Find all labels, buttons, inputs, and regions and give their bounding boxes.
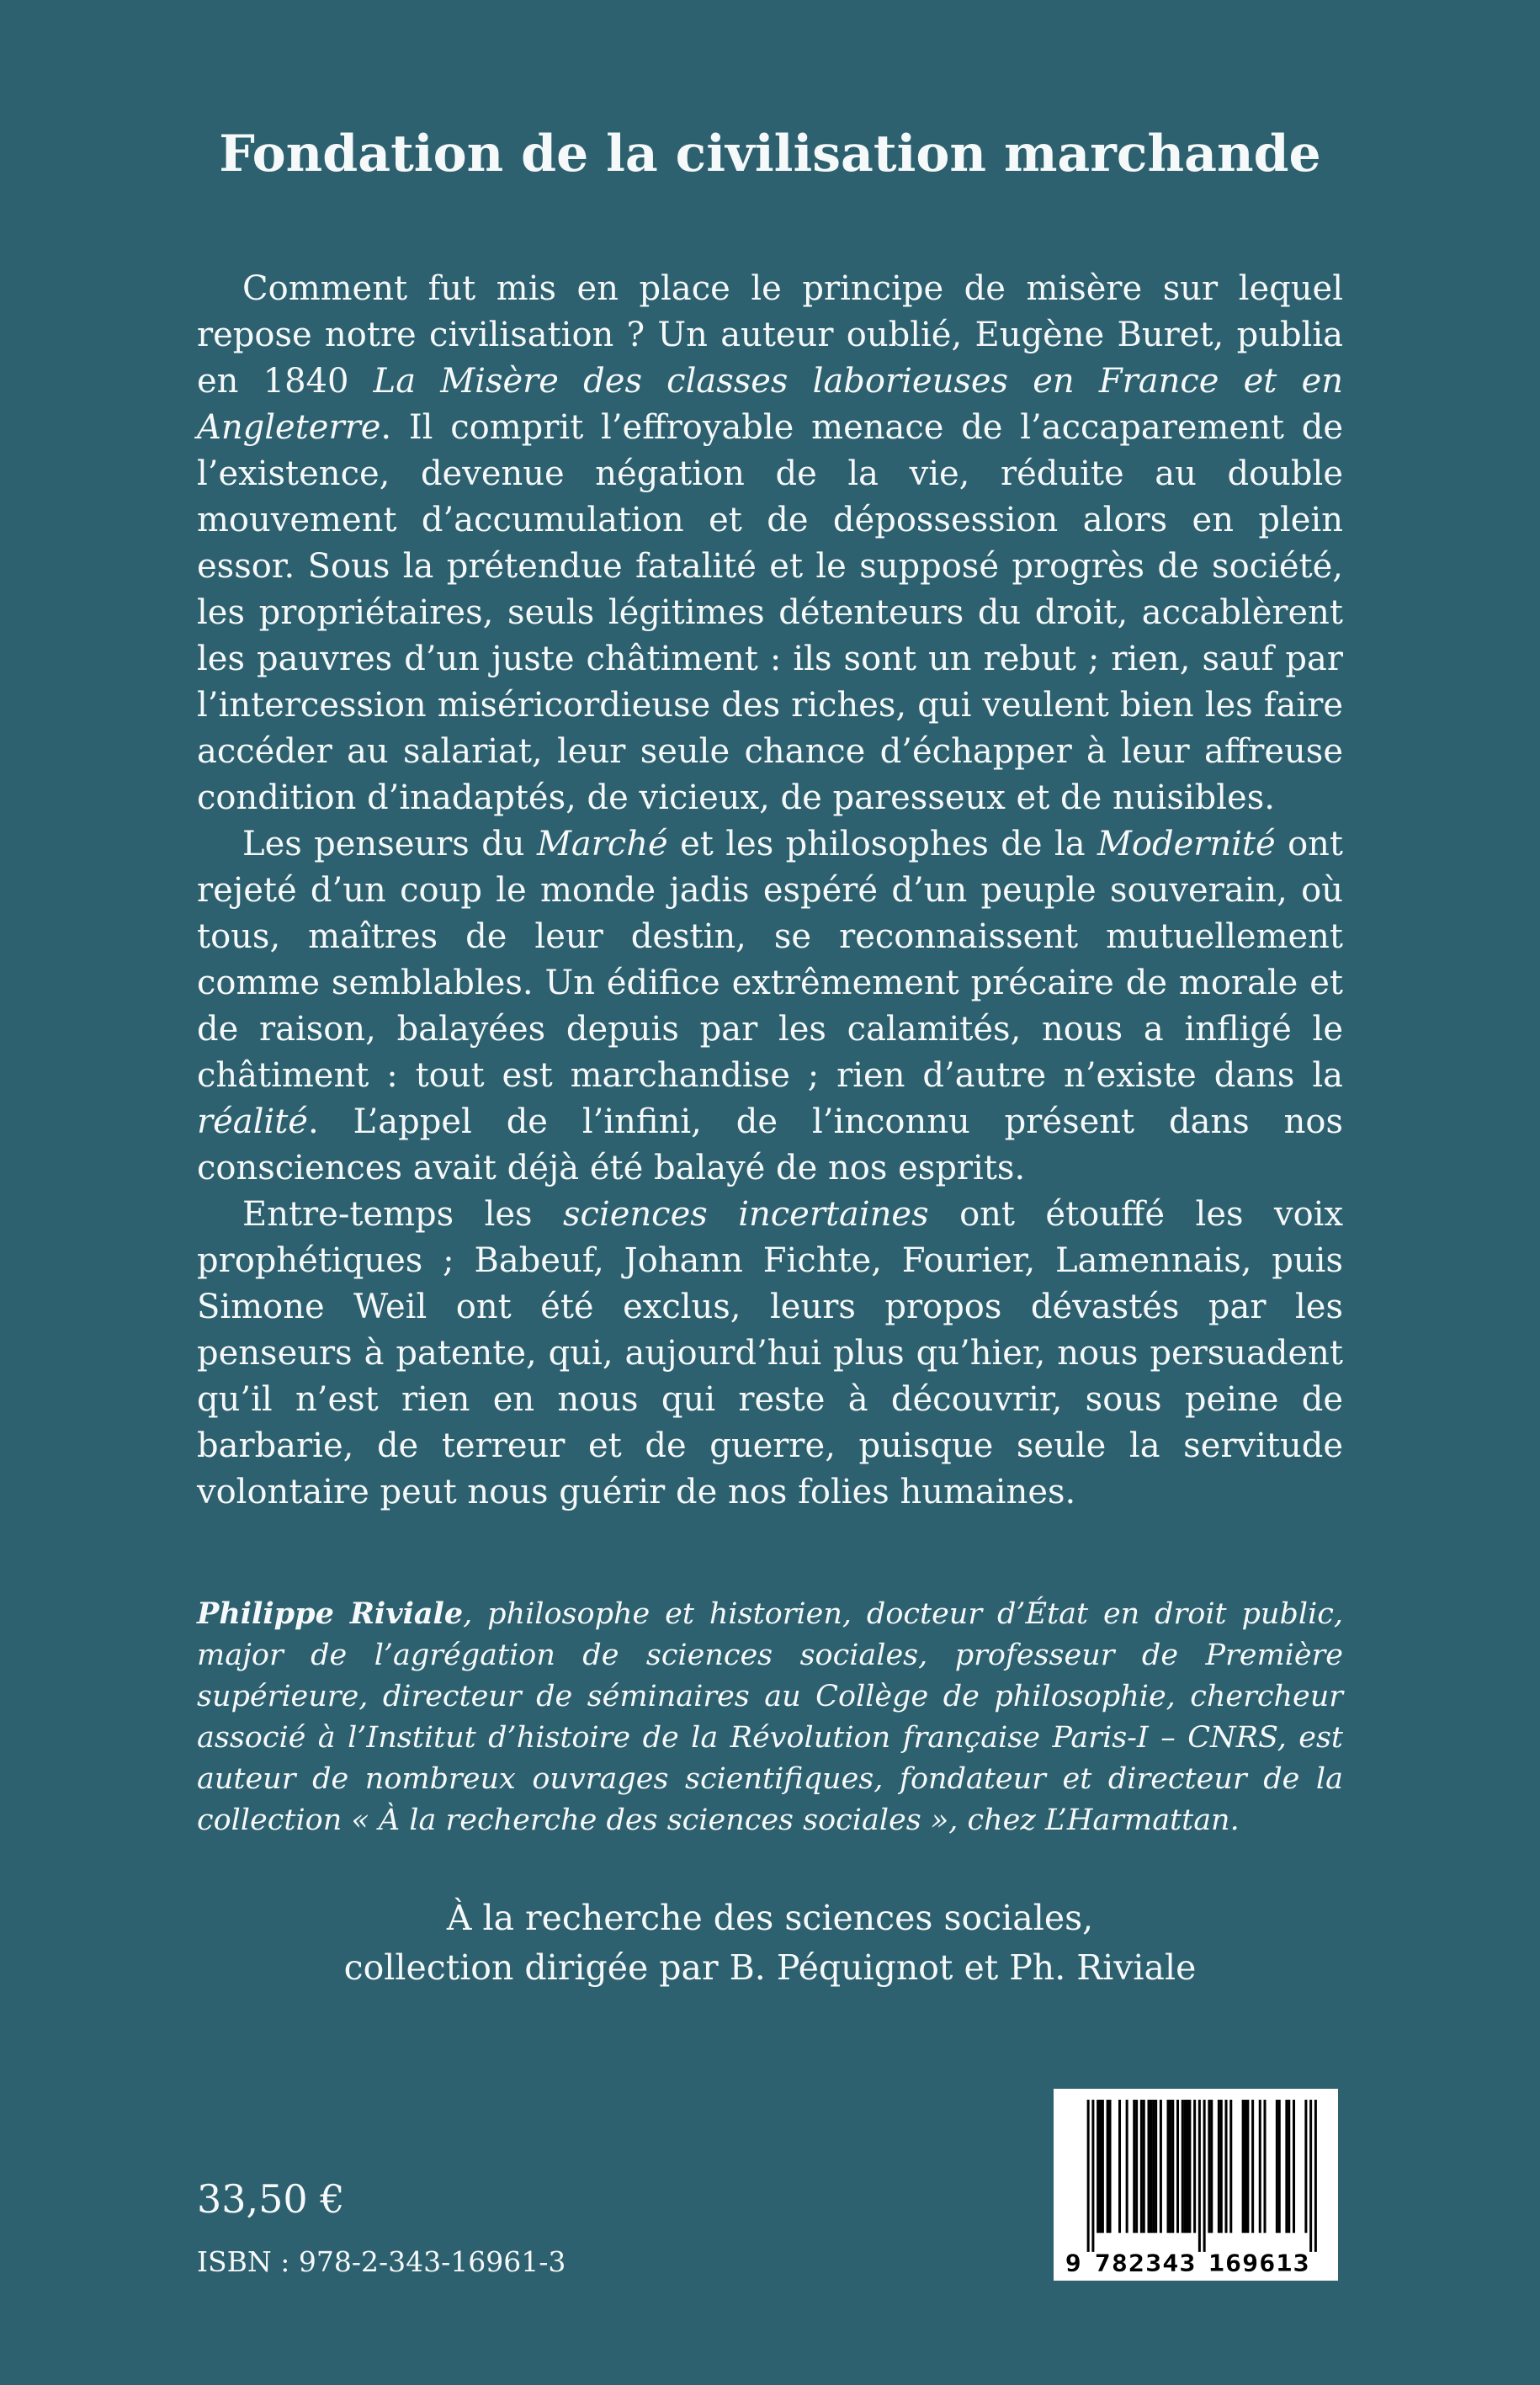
svg-text:6: 6 (1259, 2250, 1276, 2277)
svg-text:2: 2 (1128, 2250, 1145, 2277)
barcode-svg (1060, 2096, 1331, 2277)
svg-text:7: 7 (1094, 2250, 1111, 2277)
svg-text:3: 3 (1293, 2250, 1309, 2277)
svg-text:1: 1 (1276, 2250, 1293, 2277)
author-bio-paragraph: Philippe Riviale, philosophe et historien, docteur d’État en droit public, major de l’agrégation de sciences sociales, professeur de Première supérieure, directeur de séminaires au Collège de philosophie, chercheur associé à l’Institut d’histoire de la Révolution française Paris-I – CNRS, est auteur de nombreux ouvrages scientifiques, fondateur et directeur de la collection « À la recherche des sciences sociales », chez L’Harmattan. (197, 1596, 1343, 1837)
book-title: Fondation de la civilisation marchande (219, 125, 1321, 183)
back-cover-text (197, 266, 1343, 1516)
collection-line-1: À la recherche des sciences sociales, (446, 1898, 1094, 1938)
collection-line-2: collection dirigée par B. Péquignot et Ph. Riviale (343, 1947, 1197, 1988)
svg-text:3: 3 (1179, 2250, 1196, 2277)
svg-text:6: 6 (1225, 2250, 1242, 2277)
svg-text:8: 8 (1111, 2250, 1128, 2277)
body-paragraph-3: Entre-temps les sciences incertaines ont étouffé les voix prophétiques ; Babeuf, Johann Fichte, Fourier, Lamennais, puis Simone Weil ont été exclus, leurs propos dévastés par les penseurs à patente, qui, aujourd’hui plus qu’hier, nous persuadent qu’il n’est rien en nous qui reste à découvrir, sous peine de barbarie, de terreur et de guerre, puisque seule la servitude volontaire peut nous guérir de nos folies humaines. (197, 1195, 1343, 1511)
svg-text:9: 9 (1242, 2250, 1259, 2277)
author-bio (197, 1593, 1343, 1841)
svg-text:1: 1 (1208, 2250, 1224, 2277)
collection-note (0, 1894, 1540, 1993)
ean13-barcode (1054, 2089, 1338, 2281)
svg-text:9: 9 (1065, 2250, 1081, 2277)
body-paragraph-1: Comment fut mis en place le principe de misère sur lequel repose notre civilisation ? Un auteur oublié, Eugène Buret, publia en 1840 La Misère des classes laborieuses en France et en Angleterre. Il comprit l’effroyable menace de l’accaparement de l’existence, devenue négation de la vie, réduite au double mouvement d’accumulation et de dépossession alors en plein essor. Sous la prétendue fatalité et le supposé progrès de société, les propriétaires, seuls légitimes détenteurs du droit, accablèrent les pauvres d’un juste châtiment : ils sont un rebut ; rien, sauf par l’intercession miséricordieuse des riches, qui veulent bien les faire accéder au salariat, leur seule chance d’échapper à leur affreuse condition d’inadaptés, de vicieux, de paresseux et de nuisibles. (197, 269, 1343, 817)
body-paragraph-2: Les penseurs du Marché et les philosophes de la Modernité ont rejeté d’un coup le monde jadis espéré d’un peuple souverain, où tous, maîtres de leur destin, se reconnaissent mutuellement comme semblables. Un édifice extrêmement précaire de morale et de raison, balayées depuis par les calamités, nous a infligé le châtiment : tout est marchandise ; rien d’autre n’existe dans la réalité. L’appel de l’infini, de l’inconnu présent dans nos consciences avait déjà été balayé de nos esprits. (197, 825, 1343, 1187)
price-label: 33,50 € (197, 2176, 345, 2222)
svg-text:4: 4 (1162, 2250, 1179, 2277)
svg-text:3: 3 (1145, 2250, 1162, 2277)
isbn-label: ISBN : 978-2-343-16961-3 (197, 2245, 566, 2278)
